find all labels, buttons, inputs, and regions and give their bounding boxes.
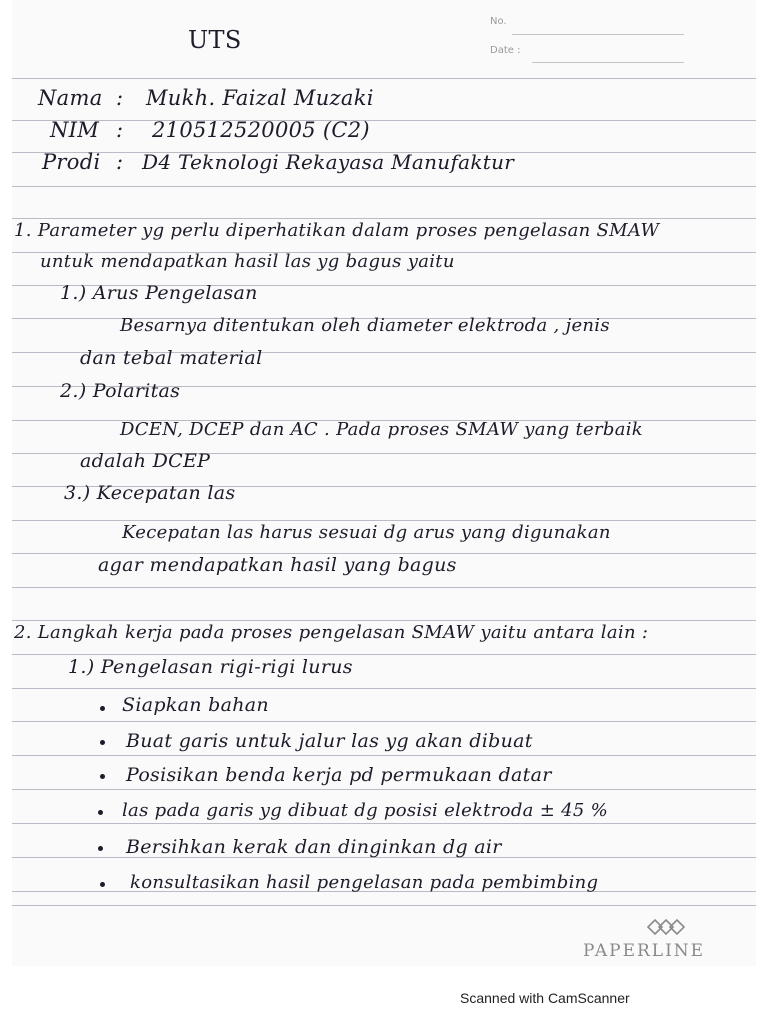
identity-name-value: Mukh. Faizal Muzaki	[146, 86, 374, 110]
no-line	[512, 34, 684, 35]
q1-line1: 1. Parameter yg perlu diperhatikan dalam proses pengelasan SMAW	[14, 220, 660, 241]
q1-item3-line1: Kecepatan las harus sesuai dg arus yang digunakan	[122, 522, 611, 543]
q2-bullet-2: Buat garis untuk jalur las yg akan dibuat	[126, 730, 533, 752]
rule-line	[12, 823, 756, 824]
q1-item1-line1: Besarnya ditentukan oleh diameter elektroda , jenis	[120, 315, 610, 336]
q2-sub1: 1.) Pengelasan rigi-rigi lurus	[68, 656, 353, 678]
date-line	[532, 62, 684, 63]
rule-line	[12, 620, 756, 621]
q2-bullet-5: Bersihkan kerak dan dinginkan dg air	[126, 836, 502, 858]
q2-bullet-3: Posisikan benda kerja pd permukaan datar	[126, 764, 552, 786]
bullet-dot	[100, 882, 105, 887]
bullet-dot	[100, 740, 105, 745]
bullet-dot	[100, 774, 105, 779]
q1-item3-line2: agar mendapatkan hasil yang bagus	[98, 554, 457, 576]
q2-bullet-4: las pada garis yg dibuat dg posisi elektroda ± 45 %	[122, 800, 609, 821]
identity-prodi-sep: :	[116, 150, 124, 174]
date-label: Date :	[490, 45, 521, 56]
rule-line	[12, 654, 756, 655]
identity-nim-value: 210512520005 (C2)	[152, 118, 370, 142]
bullet-dot	[100, 706, 105, 711]
rule-line	[12, 520, 756, 521]
paperline-logo-icon	[646, 918, 688, 936]
q1-item1-line2: dan tebal material	[80, 347, 263, 369]
q2-line1: 2. Langkah kerja pada proses pengelasan SMAW yaitu antara lain :	[14, 622, 649, 643]
rule-line	[12, 721, 756, 722]
q1-line2: untuk mendapatkan hasil las yg bagus yaitu	[40, 251, 455, 272]
identity-nim-sep: :	[116, 118, 124, 142]
q1-item2-title: 2.) Polaritas	[60, 380, 181, 402]
identity-prodi-value: D4 Teknologi Rekayasa Manufaktur	[142, 150, 515, 174]
notebook-page	[12, 0, 756, 966]
rule-line	[12, 78, 756, 79]
scanner-watermark: Scanned with CamScanner	[460, 990, 630, 1006]
page-title: UTS	[188, 26, 242, 54]
q1-item1-title: 1.) Arus Pengelasan	[60, 282, 258, 304]
q1-item2-line2: adalah DCEP	[80, 450, 211, 472]
identity-nim-label: NIM	[50, 118, 100, 142]
q2-bullet-6: konsultasikan hasil pengelasan pada pembimbing	[130, 872, 599, 893]
rule-line	[12, 905, 756, 906]
identity-name-sep: :	[116, 86, 124, 110]
q1-item3-title: 3.) Kecepatan las	[64, 482, 236, 504]
rule-line	[12, 218, 756, 219]
rule-line	[12, 186, 756, 187]
rule-line	[12, 755, 756, 756]
rule-line	[12, 789, 756, 790]
no-label: No.	[490, 16, 507, 27]
identity-prodi-label: Prodi	[42, 150, 101, 174]
bullet-dot	[98, 810, 103, 815]
rule-line	[12, 587, 756, 588]
q2-bullet-1: Siapkan bahan	[122, 694, 269, 716]
paperline-brand: PAPERLINE	[583, 941, 706, 961]
bullet-dot	[98, 846, 103, 851]
rule-line	[12, 120, 756, 121]
rule-line	[12, 688, 756, 689]
q1-item2-line1: DCEN, DCEP dan AC . Pada proses SMAW yang terbaik	[120, 419, 643, 440]
identity-name-label: Nama	[38, 86, 103, 110]
